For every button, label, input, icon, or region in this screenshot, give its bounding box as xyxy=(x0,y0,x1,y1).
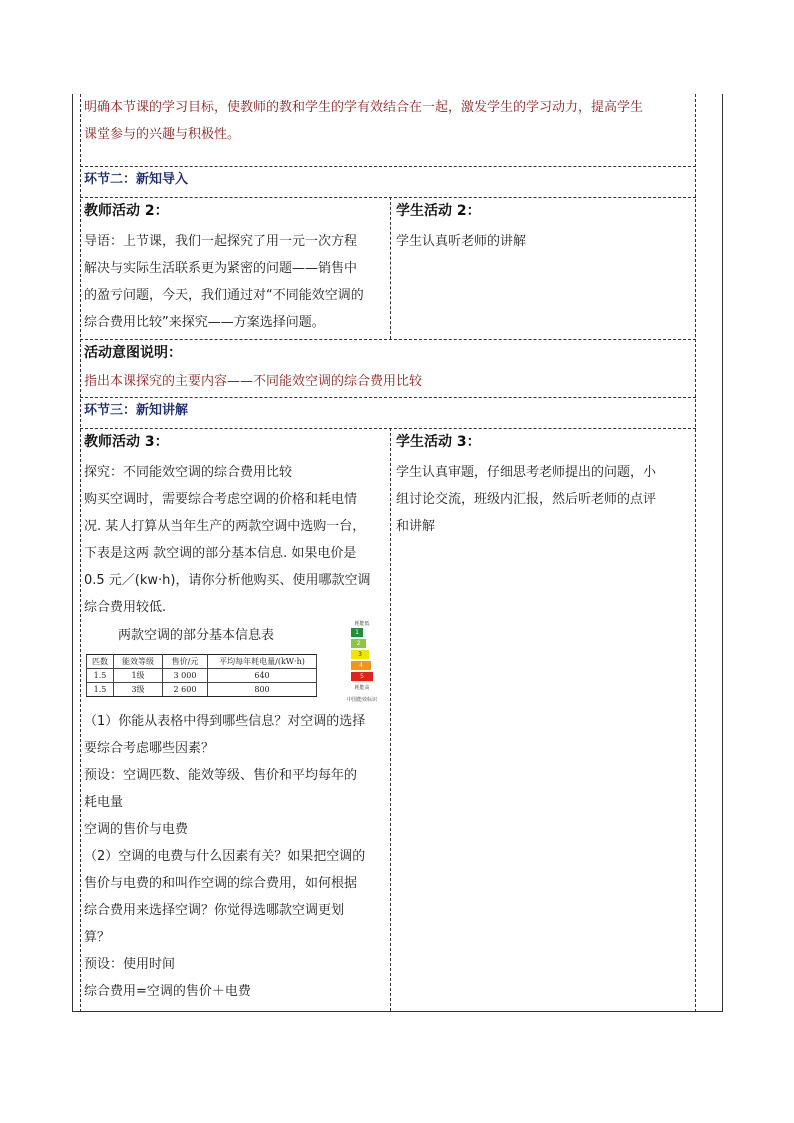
teacher-activity-2-line: 的盈亏问题，今天，我们通过对“不同能效空调的 xyxy=(84,288,364,303)
table-header-cell: 能效等级 xyxy=(114,655,163,669)
intro-line-2: 课堂参与的兴趣与积极性。 xyxy=(84,127,241,142)
teacher-activity-3-line: 综合费用来选择空调？你觉得选哪款空调更划 xyxy=(84,903,345,918)
teacher-activity-2-line: 导语：上节课，我们一起探究了用一元一次方程 xyxy=(84,234,358,249)
table-header-cell: 匹数 xyxy=(87,655,114,669)
table-cell: 2 600 xyxy=(163,683,208,697)
table-header-cell: 售价/元 xyxy=(163,655,208,669)
column-divider-3 xyxy=(390,428,391,1011)
teacher-activity-2-title: 教师活动 2： xyxy=(84,203,169,219)
energy-level-2: 2 xyxy=(351,639,366,648)
intro-line-1: 明确本节课的学习目标，使教师的教和学生的学有效结合在一起，激发学生的学习动力，提高学生 xyxy=(84,100,644,115)
inner-left-border xyxy=(80,94,81,1012)
student-activity-3-title: 学生活动 3： xyxy=(396,434,481,450)
table-row xyxy=(87,683,317,697)
energy-label-top: 耗能低 xyxy=(354,621,370,627)
table-header-row xyxy=(87,655,317,669)
teacher-activity-3-line: 算？ xyxy=(84,930,111,945)
ac-info-table xyxy=(86,654,317,697)
section-3-title: 环节三：新知讲解 xyxy=(84,403,189,418)
table-cell: 1级 xyxy=(114,669,163,683)
teacher-activity-3-line: 耗电量 xyxy=(84,795,124,810)
teacher-activity-3-line: 售价与电费的和叫作空调的综合费用，如何根据 xyxy=(84,876,358,891)
teacher-activity-3-line: 下表是这两 款空调的部分基本信息. 如果电价是 xyxy=(84,546,357,561)
inner-right-border xyxy=(695,94,696,1012)
teacher-activity-3-line: 空调的售价与电费 xyxy=(84,822,189,837)
teacher-activity-3-line: 预设：空调匹数、能效等级、售价和平均每年的 xyxy=(84,768,358,783)
student-activity-3-line: 和讲解 xyxy=(396,519,436,534)
table-frame-right xyxy=(722,94,723,1012)
table-frame-bottom xyxy=(72,1011,723,1012)
teacher-activity-2-line: 综合费用比较”来探究——方案选择问题。 xyxy=(84,315,325,330)
section-2-title: 环节二：新知导入 xyxy=(84,172,189,187)
teacher-activity-3-line: （1）你能从表格中得到哪些信息？对空调的选择 xyxy=(84,714,366,729)
student-activity-2-title: 学生活动 2： xyxy=(396,203,481,219)
teacher-activity-3-line: 综合费用较低. xyxy=(84,600,167,615)
activity-intent-title: 活动意图说明： xyxy=(84,345,182,361)
teacher-activity-3-line: 探究：不同能效空调的综合费用比较 xyxy=(84,465,293,480)
table-row xyxy=(87,669,317,683)
teacher-activity-2-line: 解决与实际生活联系更为紧密的问题——销售中 xyxy=(84,261,358,276)
table-cell: 1.5 xyxy=(87,683,114,697)
energy-efficiency-label xyxy=(342,620,382,704)
energy-level-4: 4 xyxy=(351,661,371,670)
energy-level-3: 3 xyxy=(351,650,369,659)
student-activity-2-text: 学生认真听老师的讲解 xyxy=(396,234,527,249)
teacher-activity-3-line: （2）空调的电费与什么因素有关？如果把空调的 xyxy=(84,849,366,864)
ac-table-title: 两款空调的部分基本信息表 xyxy=(118,628,275,643)
activity-intent-text: 指出本课探究的主要内容——不同能效空调的综合费用比较 xyxy=(84,374,423,389)
teacher-activity-3-line: 综合费用=空调的售价＋电费 xyxy=(84,984,251,999)
energy-level-5: 5 xyxy=(351,672,373,681)
student-activity-3-line: 组讨论交流，班级内汇报，然后听老师的点评 xyxy=(396,492,657,507)
teacher-activity-3-line: 要综合考虑哪些因素？ xyxy=(84,741,215,756)
teacher-activity-3-line: 购买空调时，需要综合考虑空调的价格和耗电情 xyxy=(84,492,358,507)
teacher-activity-3-line: 预设：使用时间 xyxy=(84,957,176,972)
row-border xyxy=(80,428,696,429)
student-activity-3-line: 学生认真审题，仔细思考老师提出的问题，小 xyxy=(396,465,657,480)
column-divider-2 xyxy=(390,197,391,339)
teacher-activity-3-line: 况. 某人打算从当年生产的两款空调中选购一台， xyxy=(84,519,366,534)
table-header-cell: 平均每年耗电量/(kW·h) xyxy=(208,655,317,669)
table-cell: 800 xyxy=(208,683,317,697)
table-cell: 640 xyxy=(208,669,317,683)
energy-label-caption: 中国能效标识 xyxy=(346,697,377,703)
energy-label-bottom: 耗能高 xyxy=(354,685,370,691)
table-cell: 3 000 xyxy=(163,669,208,683)
table-cell: 3级 xyxy=(114,683,163,697)
table-cell: 1.5 xyxy=(87,669,114,683)
teacher-activity-3-title: 教师活动 3： xyxy=(84,434,169,450)
energy-level-1: 1 xyxy=(351,628,363,637)
table-frame-left xyxy=(72,94,73,1012)
teacher-activity-3-line: 0.5 元／(kw·h)，请你分析他购买、使用哪款空调 xyxy=(84,573,371,588)
row-border xyxy=(80,197,696,198)
